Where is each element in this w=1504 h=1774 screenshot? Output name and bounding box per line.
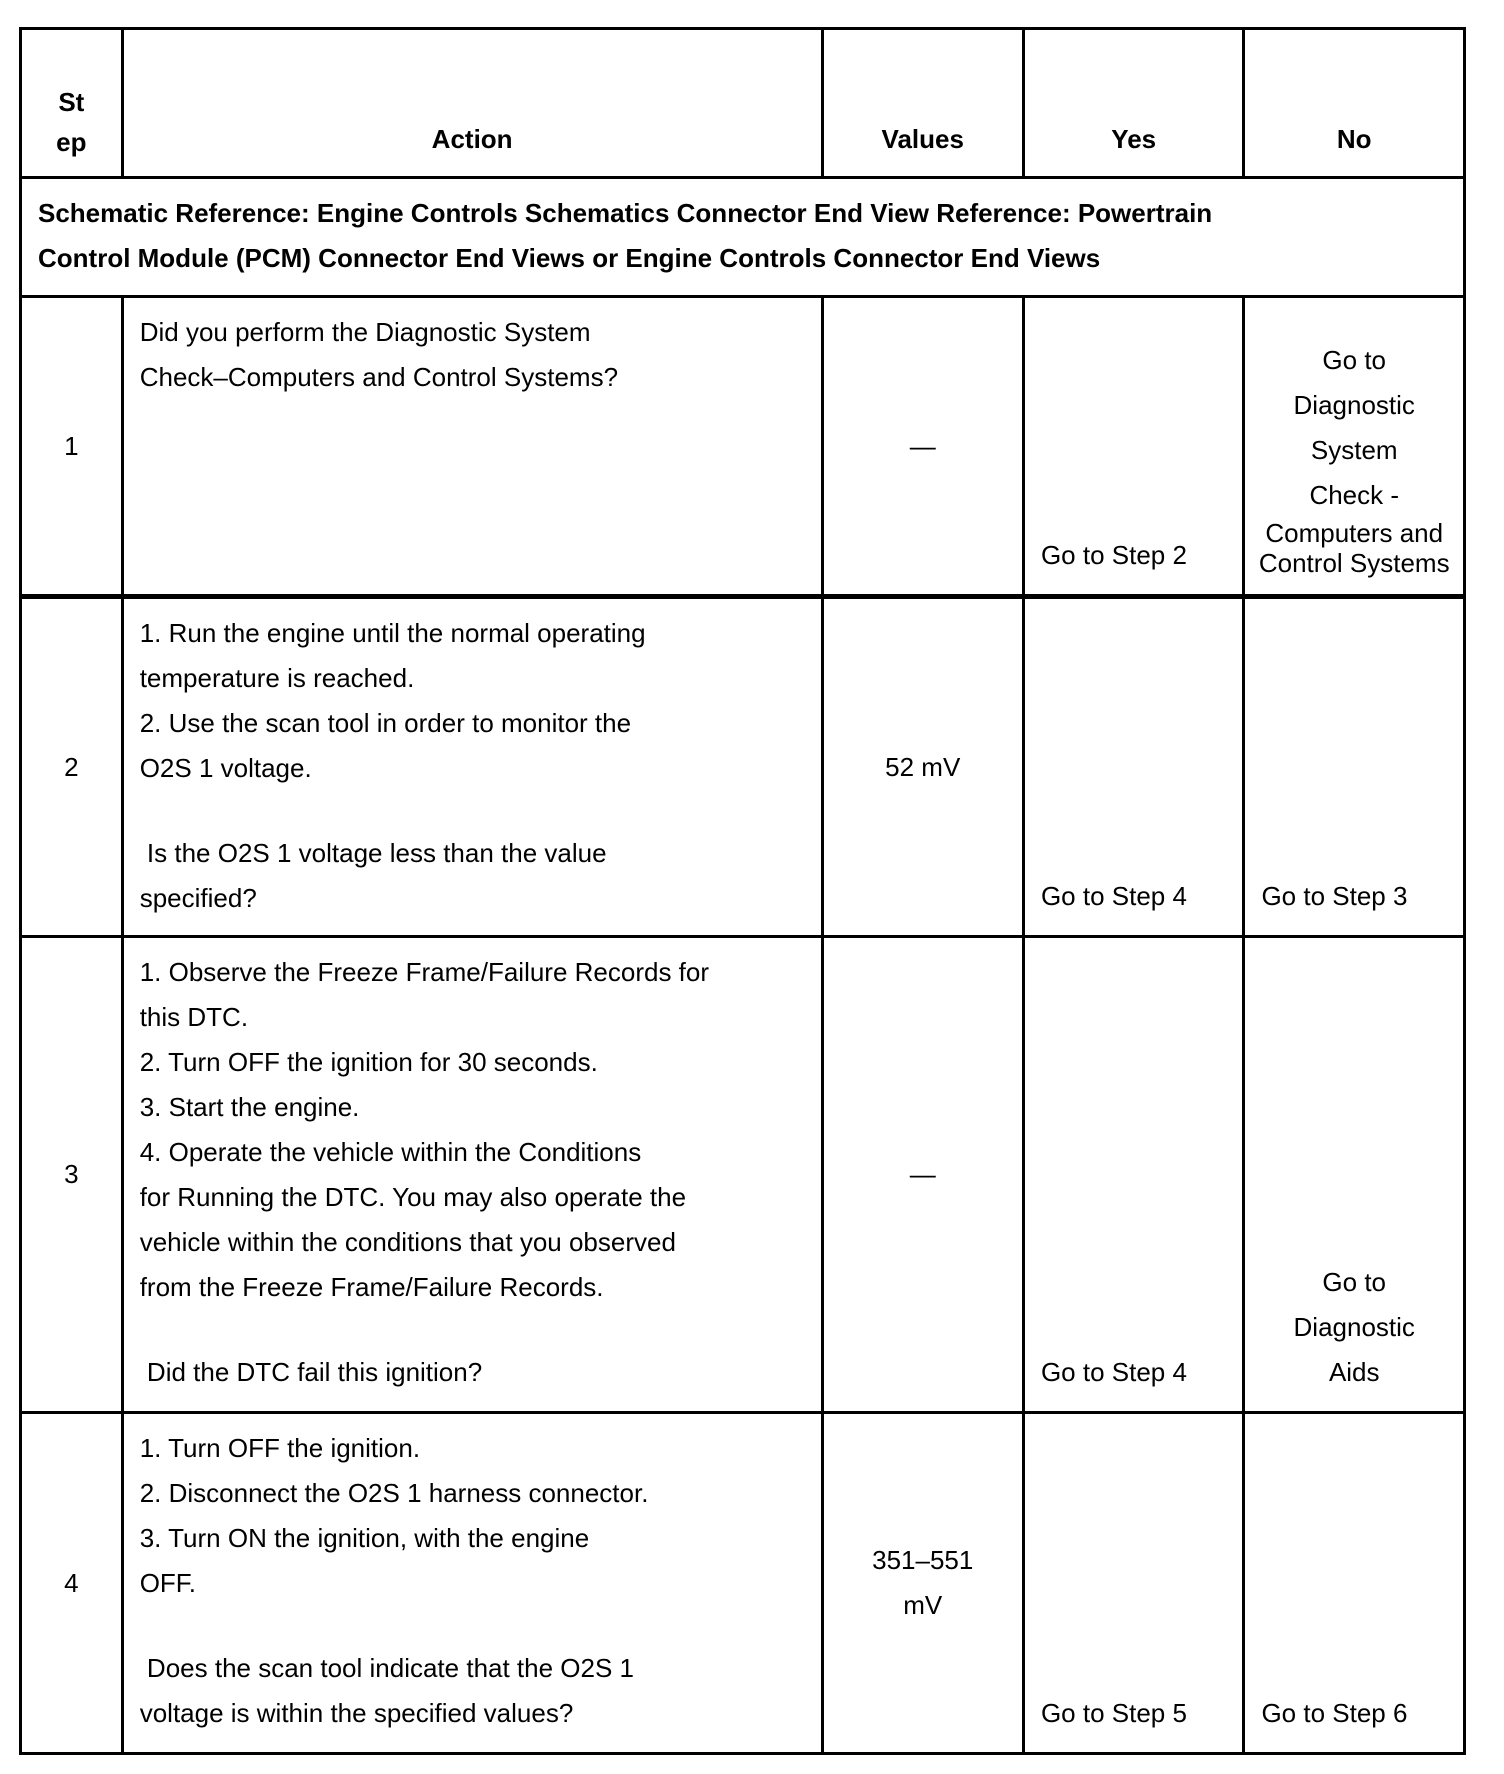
action-cell xyxy=(122,597,822,937)
question-line: Is the O2S 1 voltage less than the value xyxy=(139,838,607,868)
values-line: mV xyxy=(903,1590,943,1620)
no-cell xyxy=(1244,937,1465,1413)
no-cell: Go to Step 6 xyxy=(1244,1413,1465,1754)
no-line: Diagnostic xyxy=(1293,1312,1415,1342)
no-line: Go to xyxy=(1322,1267,1387,1297)
action-line: 2. Turn OFF the ignition for 30 seconds. xyxy=(139,1047,598,1077)
reference-row xyxy=(21,178,1465,297)
question-line: voltage is within the specified values? xyxy=(139,1698,574,1728)
header-row xyxy=(21,29,1465,178)
header-step-line1: St xyxy=(58,87,85,117)
action-line: 1. Run the engine until the normal operating xyxy=(139,618,646,648)
action-line: from the Freeze Frame/Failure Records. xyxy=(139,1272,604,1302)
header-yes: Yes xyxy=(1023,29,1244,178)
action-line: 4. Operate the vehicle within the Conditions xyxy=(139,1137,642,1167)
values-cell xyxy=(822,1413,1023,1754)
step-number: 1 xyxy=(21,297,123,597)
table-row xyxy=(21,937,1465,1413)
yes-cell: Go to Step 4 xyxy=(1023,937,1244,1413)
no-line: Go to xyxy=(1322,345,1387,375)
header-values: Values xyxy=(822,29,1023,178)
header-no: No xyxy=(1244,29,1465,178)
step-number: 2 xyxy=(21,597,123,937)
action-line: Did you perform the Diagnostic System xyxy=(139,317,591,347)
step-number: 4 xyxy=(21,1413,123,1754)
action-line: 3. Turn ON the ignition, with the engine xyxy=(139,1523,590,1553)
diagnostic-table xyxy=(19,27,1466,1755)
action-line: 1. Turn OFF the ignition. xyxy=(139,1433,421,1463)
header-step xyxy=(21,29,123,178)
no-line: Check - xyxy=(1309,480,1400,510)
table-row xyxy=(21,297,1465,597)
yes-cell: Go to Step 2 xyxy=(1023,297,1244,597)
no-line: Control Systems xyxy=(1258,548,1450,578)
no-line: Computers and xyxy=(1265,518,1444,548)
header-action: Action xyxy=(122,29,822,178)
reference-line1: Schematic Reference: Engine Controls Schematics Connector End View Reference: Powertrain xyxy=(38,198,1213,228)
no-cell xyxy=(1244,297,1465,597)
action-line: O2S 1 voltage. xyxy=(139,753,312,783)
table-row xyxy=(21,1413,1465,1754)
action-line: 2. Disconnect the O2S 1 harness connector. xyxy=(139,1478,649,1508)
action-line: 2. Use the scan tool in order to monitor the xyxy=(139,708,632,738)
action-line: vehicle within the conditions that you observed xyxy=(139,1227,676,1257)
yes-cell: Go to Step 4 xyxy=(1023,597,1244,937)
values-cell: — xyxy=(822,937,1023,1413)
action-line: OFF. xyxy=(139,1568,197,1598)
action-line: this DTC. xyxy=(139,1002,249,1032)
action-line: Check–Computers and Control Systems? xyxy=(139,362,619,392)
no-line: System xyxy=(1310,435,1398,465)
header-step-line2: ep xyxy=(56,127,87,157)
schematic-reference xyxy=(21,178,1465,297)
step-number: 3 xyxy=(21,937,123,1413)
values-cell: — xyxy=(822,297,1023,597)
action-cell xyxy=(122,937,822,1413)
action-line: 3. Start the engine. xyxy=(139,1092,360,1122)
no-line: Diagnostic xyxy=(1293,390,1415,420)
question-line: Did the DTC fail this ignition? xyxy=(139,1357,483,1387)
action-line: 1. Observe the Freeze Frame/Failure Records for xyxy=(139,957,710,987)
no-line: Aids xyxy=(1328,1357,1380,1387)
action-line: temperature is reached. xyxy=(139,663,415,693)
yes-cell: Go to Step 5 xyxy=(1023,1413,1244,1754)
action-cell xyxy=(122,297,822,597)
action-cell xyxy=(122,1413,822,1754)
question-line: Does the scan tool indicate that the O2S 1 xyxy=(139,1653,635,1683)
values-cell: 52 mV xyxy=(822,597,1023,937)
values-line: 351–551 xyxy=(872,1545,974,1575)
table-row xyxy=(21,597,1465,937)
reference-line2: Control Module (PCM) Connector End Views or Engine Controls Connector End Views xyxy=(38,243,1101,273)
action-line: for Running the DTC. You may also operate the xyxy=(139,1182,687,1212)
question-line: specified? xyxy=(139,883,257,913)
no-cell: Go to Step 3 xyxy=(1244,597,1465,937)
